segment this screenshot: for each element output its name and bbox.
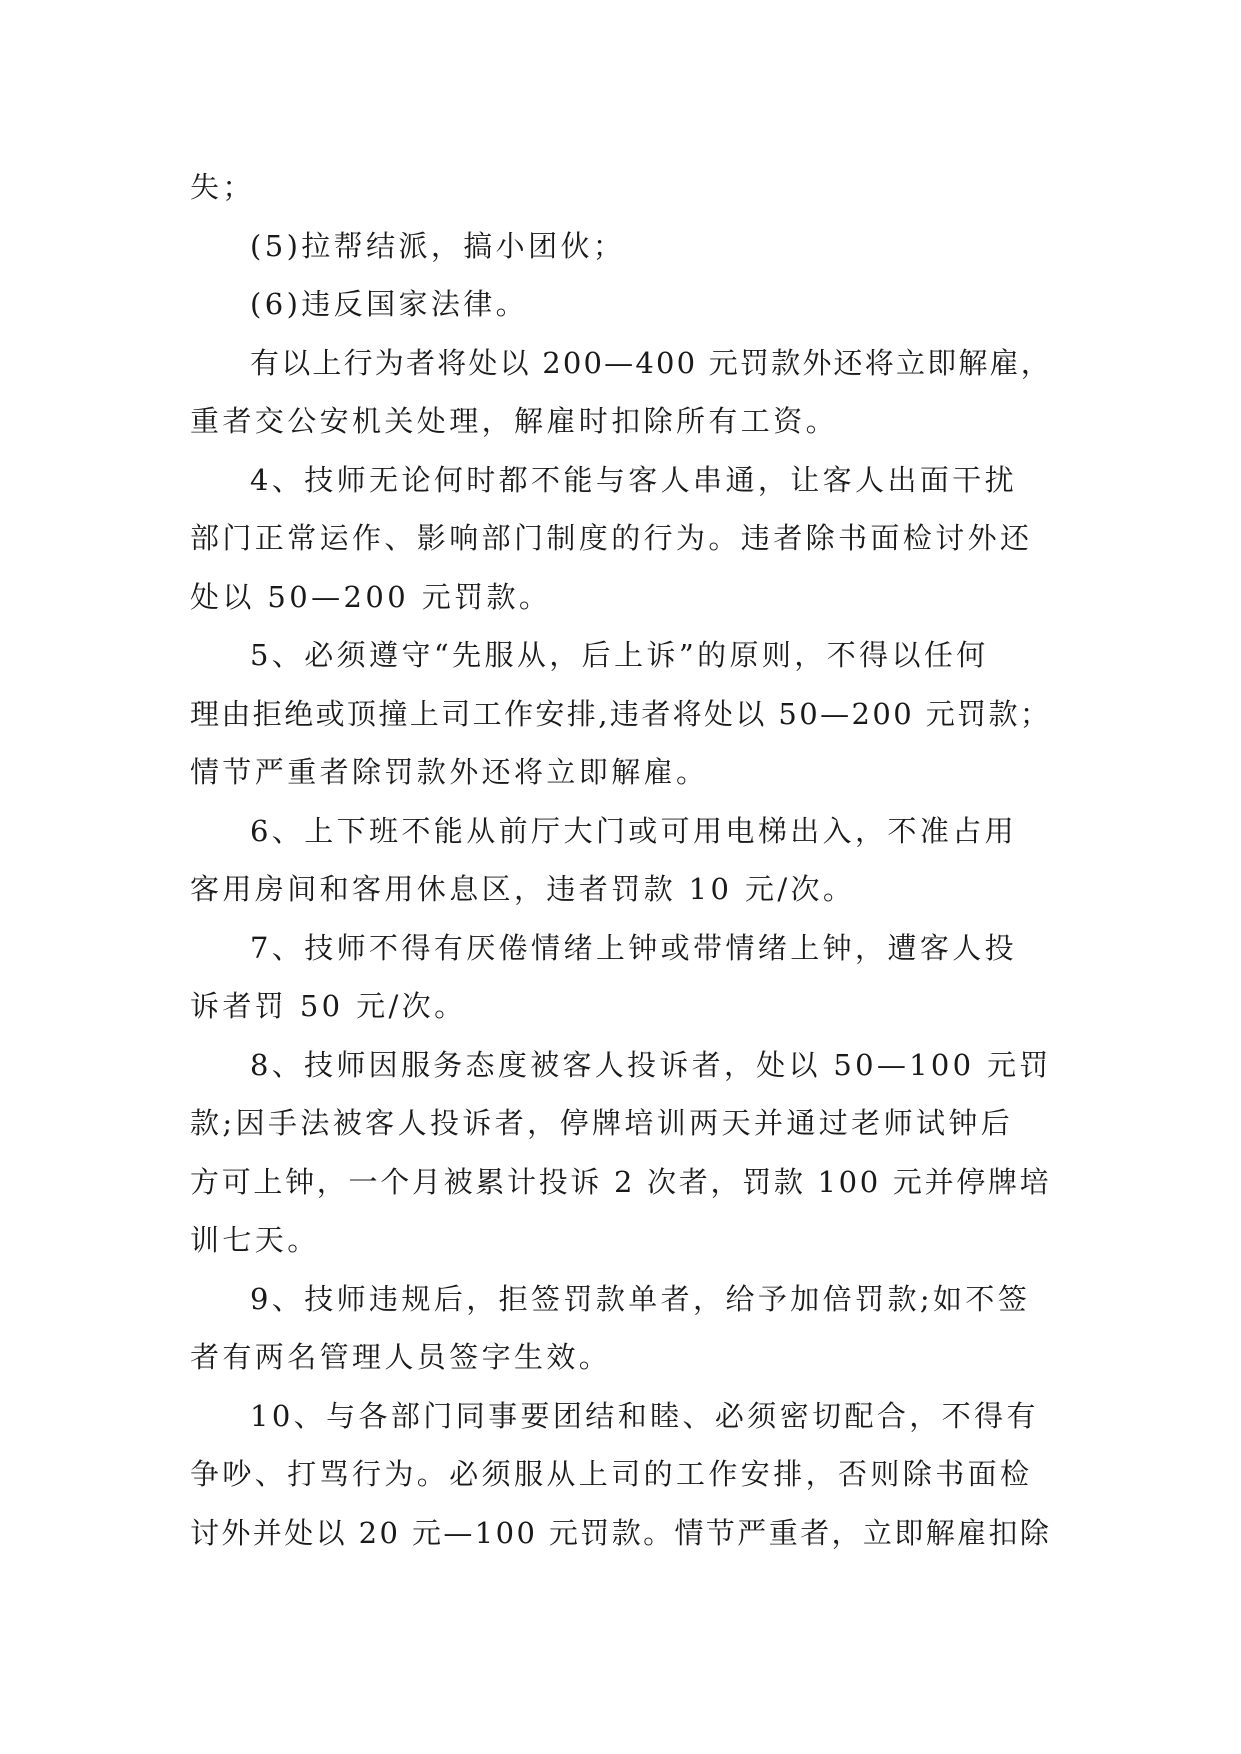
text-line: 处以 50—200 元罚款。 [190,579,552,614]
text-line: 款;因手法被客人投诉者，停牌培训两天并通过老师试钟后 [190,1106,1014,1140]
text-line: 诉者罚 50 元/次。 [190,989,467,1023]
text-line: 理由拒绝或顶撞上司工作安排,违者将处以 50—200 元罚款； [190,696,1052,731]
text-line: 8、技师因服务态度被客人投诉者，处以 50—100 元罚 [250,1047,1052,1082]
text-line: 9、技师违规后，拒签罚款单者，给予加倍罚款;如不签 [250,1281,1031,1316]
text-line: (6)违反国家法律。 [250,287,529,321]
text-line: 5、必须遵守“先服从，后上诉”的原则，不得以任何 [250,638,989,672]
text-line: 6、上下班不能从前厅大门或可用电梯出入，不准占用 [250,813,1018,848]
text-line: 重者交公安机关处理，解雇时扣除所有工资。 [190,404,839,438]
text-line: 部门正常运作、影响部门制度的行为。违者除书面检讨外还 [190,521,1033,555]
text-line: 客用房间和客用休息区，违者罚款 10 元/次。 [190,872,856,906]
text-line: 7、技师不得有厌倦情绪上钟或带情绪上钟，遭客人投 [250,930,1018,965]
text-line: 失； [190,170,255,204]
text-line: 有以上行为者将处以 200—400 元罚款外还将立即解雇， [250,345,1052,380]
text-line: 情节严重者除罚款外还将立即解雇。 [190,755,709,789]
text-line: 者有两名管理人员签字生效。 [190,1340,612,1374]
text-line: 方可上钟，一个月被累计投诉 2 次者，罚款 100 元并停牌培 [190,1164,1052,1199]
text-line: 10、与各部门同事要团结和睦、必须密切配合，不得有 [250,1398,1039,1433]
text-line: 训七天。 [190,1223,320,1257]
text-line: 讨外并处以 20 元—100 元罚款。情节严重者，立即解雇扣除 [190,1515,1052,1550]
text-line: 争吵、打骂行为。必须服从上司的工作安排，否则除书面检 [190,1457,1033,1491]
document-body [190,158,1052,1562]
text-line: (5)拉帮结派，搞小团伙； [250,228,626,263]
text-line: 4、技师无论何时都不能与客人串通，让客人出面干扰 [250,462,1018,497]
